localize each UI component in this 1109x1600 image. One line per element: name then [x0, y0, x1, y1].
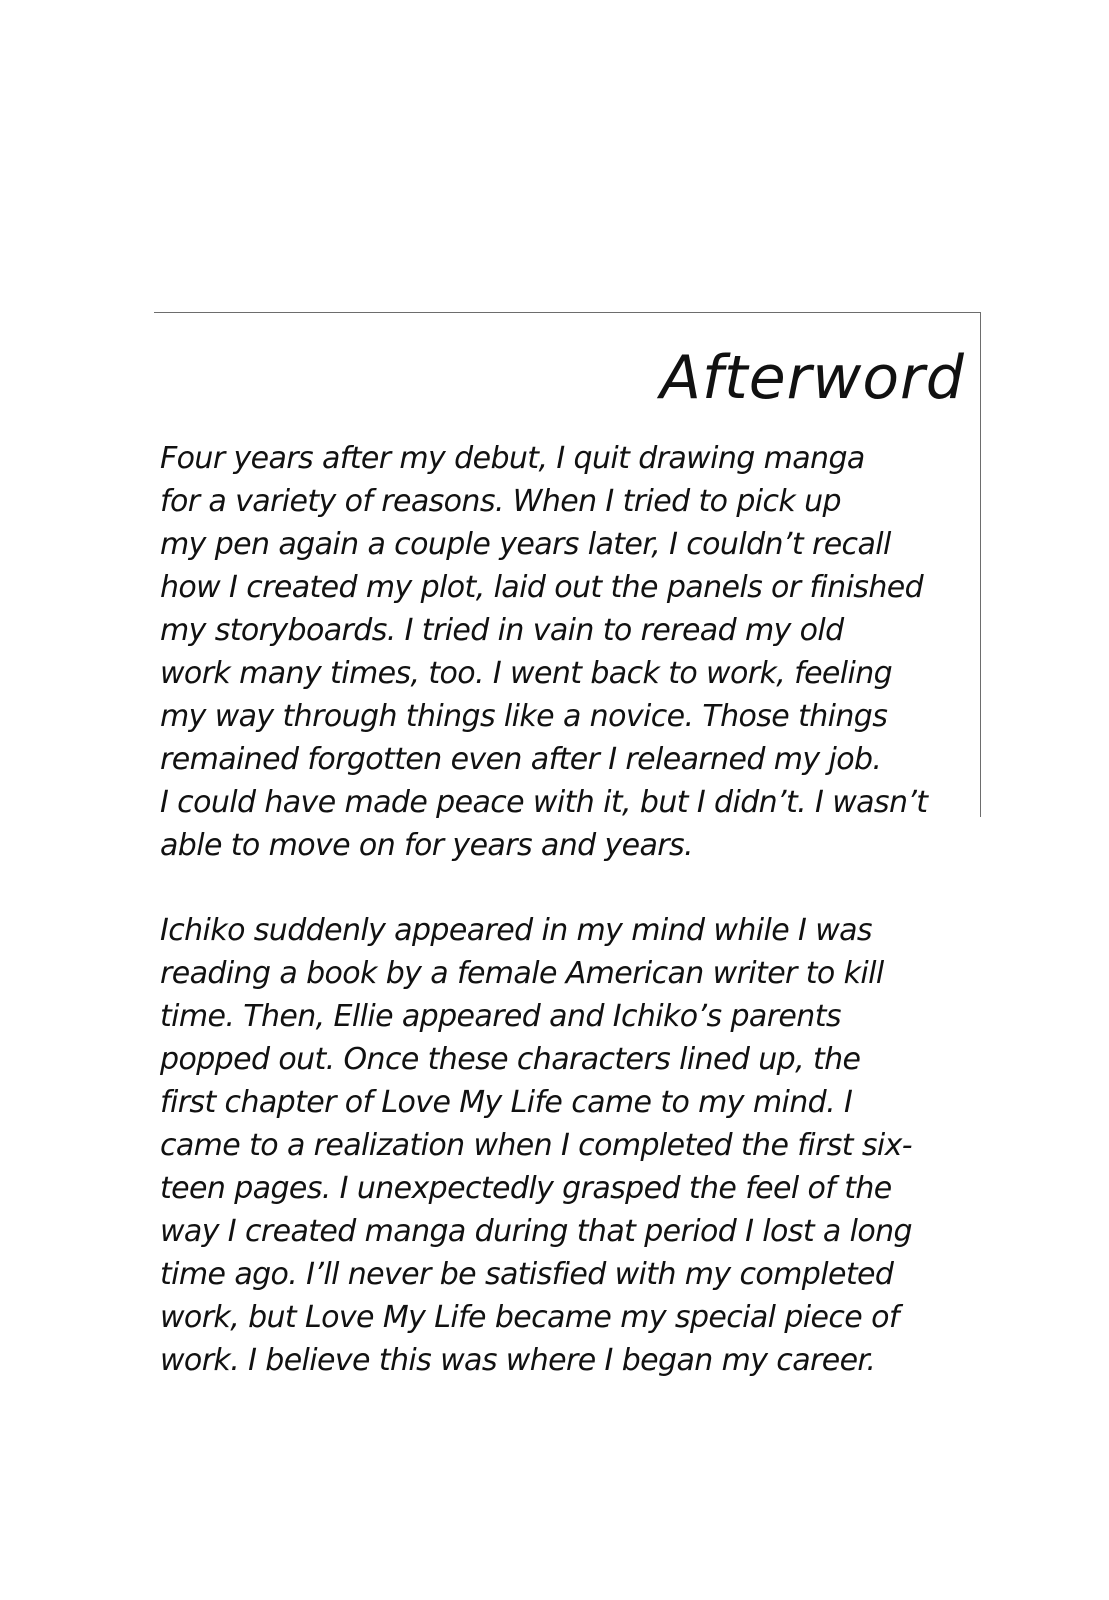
text-line: my storyboards. I tried in vain to reread my old: [160, 613, 844, 648]
frame-top-border: [154, 312, 981, 313]
text-line: Four years after my debut, I quit drawing manga: [160, 441, 865, 476]
text-line: how I created my plot, laid out the panels or finished: [160, 570, 924, 605]
text-line: work, but Love My Life became my special piece of: [160, 1300, 899, 1335]
afterword-paragraph-2: [160, 909, 960, 1382]
text-line: my way through things like a novice. Those things: [160, 699, 888, 734]
text-line: came to a realization when I completed the first six-: [160, 1128, 912, 1163]
afterword-title: Afterword: [660, 343, 965, 413]
text-line: Ichiko suddenly appeared in my mind while I was: [160, 913, 872, 948]
text-line: my pen again a couple years later, I couldn’t recall: [160, 527, 891, 562]
text-line: work many times, too. I went back to work, feeling: [160, 656, 893, 691]
frame-right-border: [980, 312, 981, 817]
text-line: able to move on for years and years.: [160, 828, 693, 863]
text-line: work. I believe this was where I began my career.: [160, 1343, 876, 1378]
text-line: teen pages. I unexpectedly grasped the feel of the: [160, 1171, 892, 1206]
text-line: popped out. Once these characters lined up, the: [160, 1042, 861, 1077]
text-line: first chapter of Love My Life came to my mind. I: [160, 1085, 853, 1120]
text-line: for a variety of reasons. When I tried to pick up: [160, 484, 841, 519]
afterword-paragraph-1: [160, 437, 960, 867]
text-line: time. Then, Ellie appeared and Ichiko’s parents: [160, 999, 841, 1034]
text-line: way I created manga during that period I lost a long: [160, 1214, 912, 1249]
text-line: time ago. I’ll never be satisfied with my completed: [160, 1257, 894, 1292]
text-line: remained forgotten even after I relearned my job.: [160, 742, 882, 777]
text-line: reading a book by a female American writer to kill: [160, 956, 884, 991]
text-line: I could have made peace with it, but I didn’t. I wasn’t: [160, 785, 928, 820]
